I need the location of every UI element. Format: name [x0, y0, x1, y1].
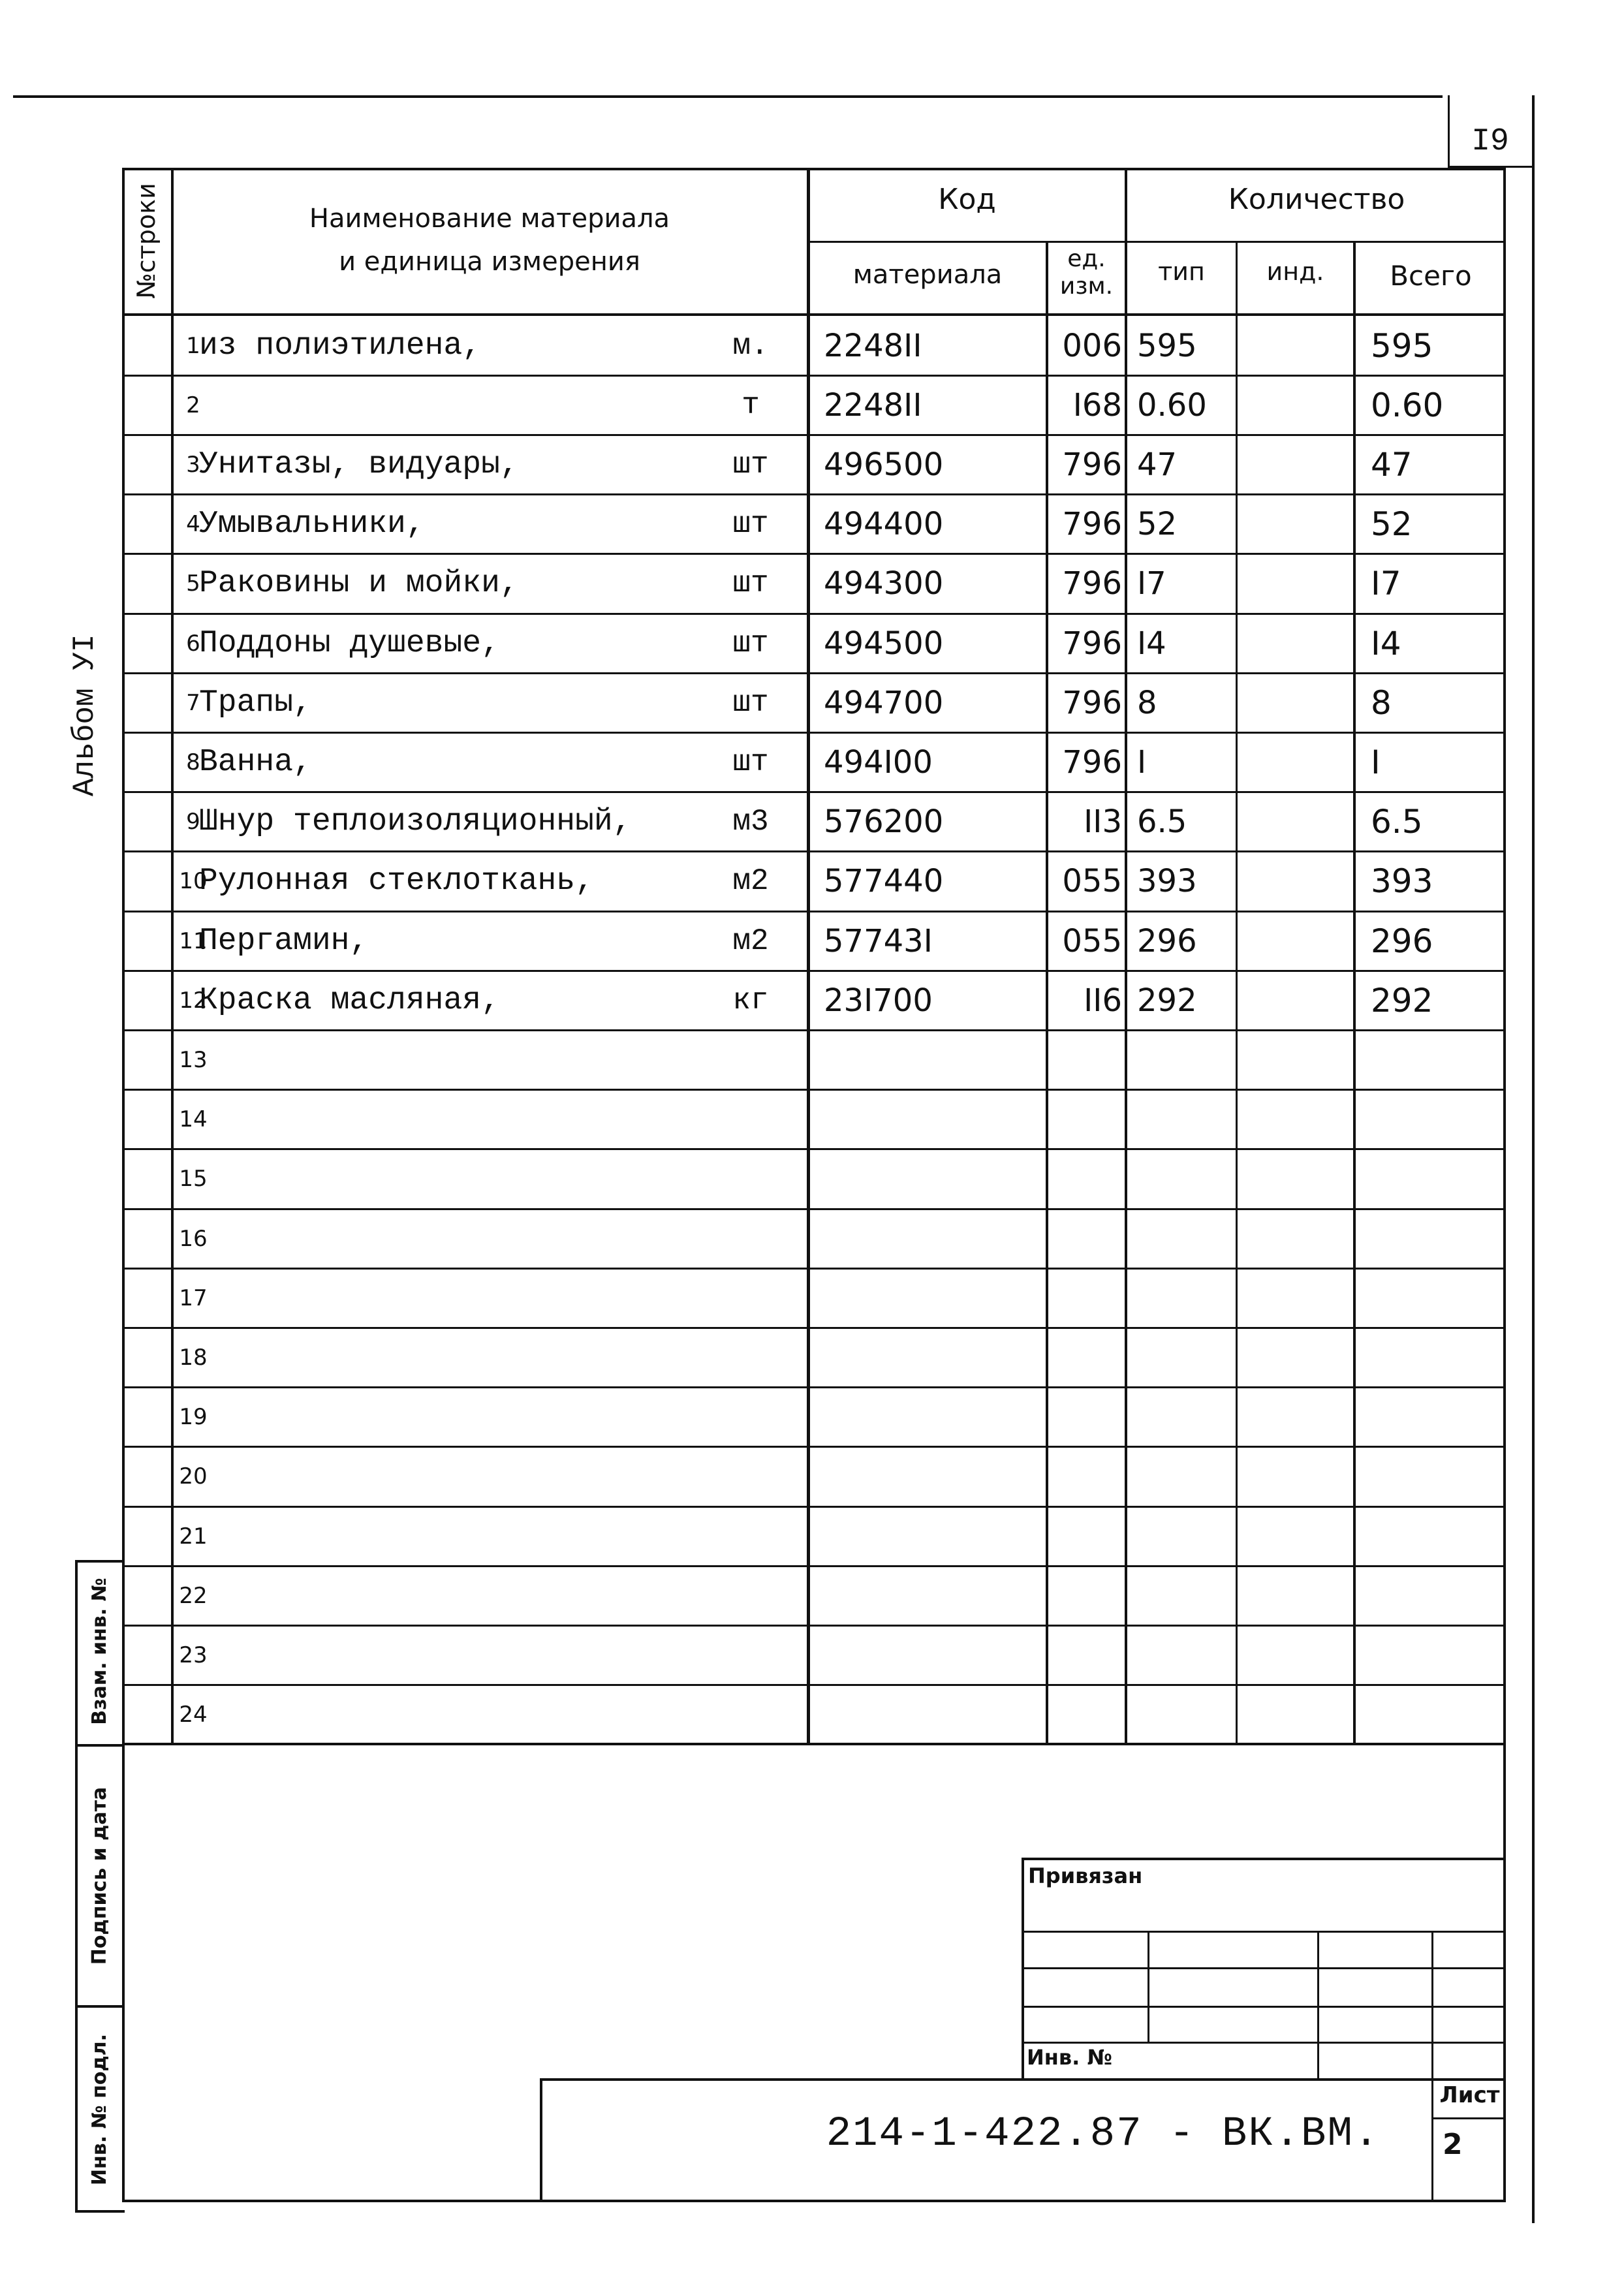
row-number: 20 — [179, 1463, 208, 1490]
unit-code: 796 — [1062, 565, 1122, 602]
material-code: 494400 — [824, 506, 944, 543]
material-name: Краска масляная, — [199, 982, 500, 1018]
header-row-divider — [809, 241, 1506, 243]
page-number-box-left — [1448, 95, 1450, 167]
row-number: 15 — [179, 1166, 208, 1193]
material-name: из полиэтилена, — [199, 328, 482, 364]
quantity-individual — [1238, 1447, 1353, 1506]
quantity-individual — [1238, 732, 1353, 792]
quantity-total — [1371, 1506, 1501, 1566]
material-name — [199, 1685, 695, 1745]
row-number: 23 — [179, 1642, 208, 1668]
quantity-type: 595 — [1137, 327, 1197, 364]
material-code: 494I00 — [824, 743, 933, 781]
row-number: 8 — [186, 749, 200, 775]
unit-code: 055 — [1062, 922, 1122, 959]
quantity-individual — [1238, 554, 1353, 614]
quantity-total — [1371, 1388, 1501, 1447]
material-code — [824, 1030, 1046, 1089]
quantity-type — [1137, 1328, 1235, 1387]
quantity-total: I7 — [1371, 565, 1401, 603]
material-name — [199, 1268, 695, 1328]
quantity-individual — [1238, 1625, 1353, 1685]
material-code — [824, 1388, 1046, 1447]
sheet-number: 2 — [1443, 2128, 1463, 2161]
unit-code: 796 — [1062, 684, 1122, 721]
page-number: I9 — [1471, 124, 1509, 159]
row-number: 6 — [186, 630, 200, 657]
unit-code — [1048, 1506, 1125, 1566]
header-material: материала — [852, 260, 1003, 290]
title-block-v1 — [1148, 1931, 1149, 2044]
quantity-type — [1137, 1625, 1235, 1685]
quantity-individual — [1238, 1268, 1353, 1328]
row-number: 7 — [186, 689, 200, 716]
unit-name: м. — [732, 328, 769, 363]
unit-code — [1048, 1268, 1125, 1328]
unit-name — [695, 1685, 806, 1745]
unit-name: шт — [732, 626, 769, 661]
material-name — [199, 1506, 695, 1566]
header-name-line1: Наименование материала — [309, 204, 670, 234]
quantity-type: I — [1137, 743, 1147, 781]
row-number: 13 — [179, 1046, 208, 1073]
header-row-number: №строки — [132, 183, 161, 299]
unit-code: 796 — [1062, 743, 1122, 781]
material-name — [199, 1566, 695, 1625]
unit-code — [1048, 1209, 1125, 1268]
sheet-top-border — [13, 95, 1443, 98]
quantity-type — [1137, 1030, 1235, 1089]
quantity-total — [1371, 1209, 1501, 1268]
material-code — [824, 1268, 1046, 1328]
unit-name — [695, 1328, 806, 1387]
quantity-total: 8 — [1371, 683, 1392, 722]
quantity-individual — [1238, 673, 1353, 732]
row-number: 18 — [179, 1344, 208, 1371]
row-number: 16 — [179, 1225, 208, 1252]
quantity-type: 52 — [1137, 506, 1178, 543]
unit-name: м2 — [732, 864, 769, 899]
unit-code: 055 — [1062, 863, 1122, 900]
quantity-total: 52 — [1371, 505, 1413, 544]
quantity-type — [1137, 1090, 1235, 1149]
quantity-total: 595 — [1371, 326, 1433, 365]
quantity-individual — [1238, 852, 1353, 911]
unit-code: 796 — [1062, 446, 1122, 483]
header-quantity: Количество — [1228, 183, 1405, 216]
material-code — [824, 1090, 1046, 1149]
quantity-individual — [1238, 614, 1353, 673]
row-number: 3 — [186, 451, 200, 478]
quantity-individual — [1238, 1149, 1353, 1209]
unit-name — [695, 1149, 806, 1209]
material-code — [824, 1685, 1046, 1745]
quantity-total — [1371, 1030, 1501, 1089]
quantity-individual — [1238, 911, 1353, 971]
quantity-total — [1371, 1090, 1501, 1149]
material-code: 2248II — [824, 327, 922, 364]
material-name — [199, 1030, 695, 1089]
header-total: Всего — [1390, 260, 1472, 292]
lower-frame-left — [122, 1745, 125, 2202]
header-unit-line1: ед. — [1067, 245, 1106, 272]
row-number: 1 — [186, 332, 200, 359]
quantity-individual — [1238, 1030, 1353, 1089]
quantity-type — [1137, 1209, 1235, 1268]
material-name — [199, 1328, 695, 1387]
unit-name: м3 — [732, 805, 769, 839]
material-code: 577440 — [824, 863, 944, 900]
material-name: Ванна, — [199, 744, 312, 780]
col-line-unit — [1125, 168, 1127, 1745]
quantity-type: 393 — [1137, 863, 1197, 900]
title-block-inv-no: Инв. № — [1027, 2045, 1112, 2070]
material-code: 57743I — [824, 922, 933, 959]
material-name: Рулонная стеклоткань, — [199, 864, 594, 899]
material-name: Пергамин, — [199, 923, 369, 959]
material-name — [199, 375, 695, 435]
quantity-total: 393 — [1371, 862, 1433, 901]
title-block-v2 — [1317, 1931, 1319, 2080]
unit-name — [695, 1566, 806, 1625]
row-number: 9 — [186, 809, 200, 835]
material-code — [824, 1506, 1046, 1566]
quantity-total — [1371, 1328, 1501, 1387]
unit-name — [695, 1209, 806, 1268]
unit-code — [1048, 1328, 1125, 1387]
material-code: 2248II — [824, 386, 922, 424]
quantity-individual — [1238, 1566, 1353, 1625]
unit-name — [695, 1447, 806, 1506]
quantity-type — [1137, 1506, 1235, 1566]
quantity-total — [1371, 1685, 1501, 1745]
unit-name: шт — [732, 567, 769, 601]
row-number: 11 — [179, 928, 208, 954]
sheet-box-divider — [1431, 2117, 1506, 2119]
unit-name: м2 — [732, 924, 769, 958]
unit-code — [1048, 1090, 1125, 1149]
unit-code: II6 — [1084, 982, 1122, 1019]
material-code: 494700 — [824, 684, 944, 721]
unit-code — [1048, 1388, 1125, 1447]
quantity-individual — [1238, 971, 1353, 1030]
header-code: Код — [938, 183, 996, 216]
quantity-individual — [1238, 1388, 1353, 1447]
material-code — [824, 1566, 1046, 1625]
unit-name: шт — [732, 745, 769, 779]
title-block-v3 — [1431, 1931, 1433, 2080]
unit-code: 796 — [1062, 625, 1122, 662]
quantity-type: 0.60 — [1137, 386, 1207, 424]
unit-code: II3 — [1084, 803, 1122, 841]
quantity-individual — [1238, 316, 1353, 375]
material-code — [824, 1625, 1046, 1685]
material-name — [199, 1209, 695, 1268]
quantity-type: 8 — [1137, 684, 1157, 721]
unit-name — [695, 1625, 806, 1685]
unit-name: шт — [732, 685, 769, 720]
header-individual: инд. — [1266, 257, 1324, 286]
unit-name: шт — [732, 507, 769, 542]
row-number: 5 — [186, 570, 200, 597]
side-stamp-signature-date: Подпись и дата — [88, 1786, 111, 1965]
quantity-total: 6.5 — [1371, 803, 1423, 841]
header-name-line2: и единица измерения — [339, 247, 640, 277]
unit-name: кг — [732, 983, 769, 1018]
unit-code — [1048, 1149, 1125, 1209]
material-name — [199, 1090, 695, 1149]
unit-code: 796 — [1062, 506, 1122, 543]
quantity-individual — [1238, 1209, 1353, 1268]
material-code — [824, 1149, 1046, 1209]
quantity-type: 292 — [1137, 982, 1197, 1019]
sheet-right-border — [1532, 95, 1535, 2223]
row-number: 4 — [186, 511, 200, 538]
title-block-attached: Привязан — [1028, 1863, 1143, 1888]
row-number: 12 — [179, 987, 208, 1014]
material-code — [824, 1328, 1046, 1387]
quantity-type — [1137, 1149, 1235, 1209]
col-line-ind — [1353, 242, 1356, 1745]
quantity-type: 6.5 — [1137, 803, 1187, 841]
row-number: 19 — [179, 1404, 208, 1431]
row-number: 17 — [179, 1285, 208, 1311]
quantity-individual — [1238, 1090, 1353, 1149]
side-stamp-inv-original: Инв. № подл. — [88, 2033, 111, 2186]
quantity-total: I4 — [1371, 624, 1401, 663]
unit-name — [695, 1030, 806, 1089]
row-number: 21 — [179, 1523, 208, 1550]
unit-code — [1048, 1447, 1125, 1506]
quantity-type: 296 — [1137, 922, 1197, 959]
unit-name — [695, 1506, 806, 1566]
quantity-total — [1371, 1447, 1501, 1506]
header-unit-line2: изм. — [1059, 273, 1114, 300]
quantity-type — [1137, 1447, 1235, 1506]
material-name — [199, 1447, 695, 1506]
col-line-name — [807, 168, 810, 1745]
material-name: Умывальники, — [199, 507, 425, 542]
material-name: Раковины и мойки, — [199, 566, 519, 602]
row-number: 14 — [179, 1106, 208, 1133]
quantity-type: I4 — [1137, 625, 1166, 662]
unit-code: I68 — [1072, 386, 1122, 424]
unit-name: т — [742, 388, 760, 422]
unit-name: шт — [732, 447, 769, 482]
unit-code — [1048, 1625, 1125, 1685]
material-name — [199, 1625, 695, 1685]
row-number: 24 — [179, 1702, 208, 1728]
material-name: Унитазы, видуары, — [199, 446, 519, 482]
unit-name — [695, 1388, 806, 1447]
row-number: 22 — [179, 1582, 208, 1609]
album-label: Альбом УI — [68, 634, 102, 796]
quantity-total: 296 — [1371, 922, 1433, 960]
material-code — [824, 1209, 1046, 1268]
quantity-individual — [1238, 495, 1353, 554]
unit-name — [695, 1090, 806, 1149]
quantity-individual — [1238, 792, 1353, 852]
quantity-total — [1371, 1149, 1501, 1209]
quantity-type: I7 — [1137, 565, 1166, 602]
unit-code: 006 — [1062, 327, 1122, 364]
quantity-individual — [1238, 435, 1353, 494]
material-code: 23I700 — [824, 982, 933, 1019]
quantity-individual — [1238, 1506, 1353, 1566]
material-code: 494500 — [824, 625, 944, 662]
quantity-type — [1137, 1566, 1235, 1625]
quantity-type: 47 — [1137, 446, 1178, 483]
material-code: 576200 — [824, 803, 944, 841]
unit-name — [695, 1268, 806, 1328]
quantity-type — [1137, 1388, 1235, 1447]
side-stamp-replace-inv: Взам. инв. № — [88, 1578, 111, 1725]
quantity-individual — [1238, 1328, 1353, 1387]
material-code: 494300 — [824, 565, 944, 602]
header-type: тип — [1158, 257, 1205, 286]
quantity-total — [1371, 1268, 1501, 1328]
unit-code — [1048, 1030, 1125, 1089]
designation: 214-1-422.87 - ВК.ВМ. — [826, 2111, 1381, 2158]
sheet-label: Лист — [1439, 2082, 1500, 2108]
quantity-total: I — [1371, 743, 1381, 781]
material-name — [199, 1149, 695, 1209]
unit-code — [1048, 1566, 1125, 1625]
quantity-total: 47 — [1371, 445, 1413, 484]
material-name — [199, 1388, 695, 1447]
material-code — [824, 1447, 1046, 1506]
row-number: 10 — [179, 868, 208, 895]
quantity-total: 0.60 — [1371, 386, 1444, 424]
quantity-total: 292 — [1371, 981, 1433, 1020]
material-code: 496500 — [824, 446, 944, 483]
quantity-total — [1371, 1566, 1501, 1625]
quantity-total — [1371, 1625, 1501, 1685]
quantity-individual — [1238, 375, 1353, 435]
material-name: Трапы, — [199, 685, 312, 721]
quantity-type — [1137, 1268, 1235, 1328]
quantity-individual — [1238, 1685, 1353, 1745]
material-name: Поддоны душевые, — [199, 625, 500, 661]
material-name: Шнур теплоизоляционный, — [199, 804, 632, 840]
unit-code — [1048, 1685, 1125, 1745]
row-number: 2 — [186, 392, 200, 418]
quantity-type — [1137, 1685, 1235, 1745]
